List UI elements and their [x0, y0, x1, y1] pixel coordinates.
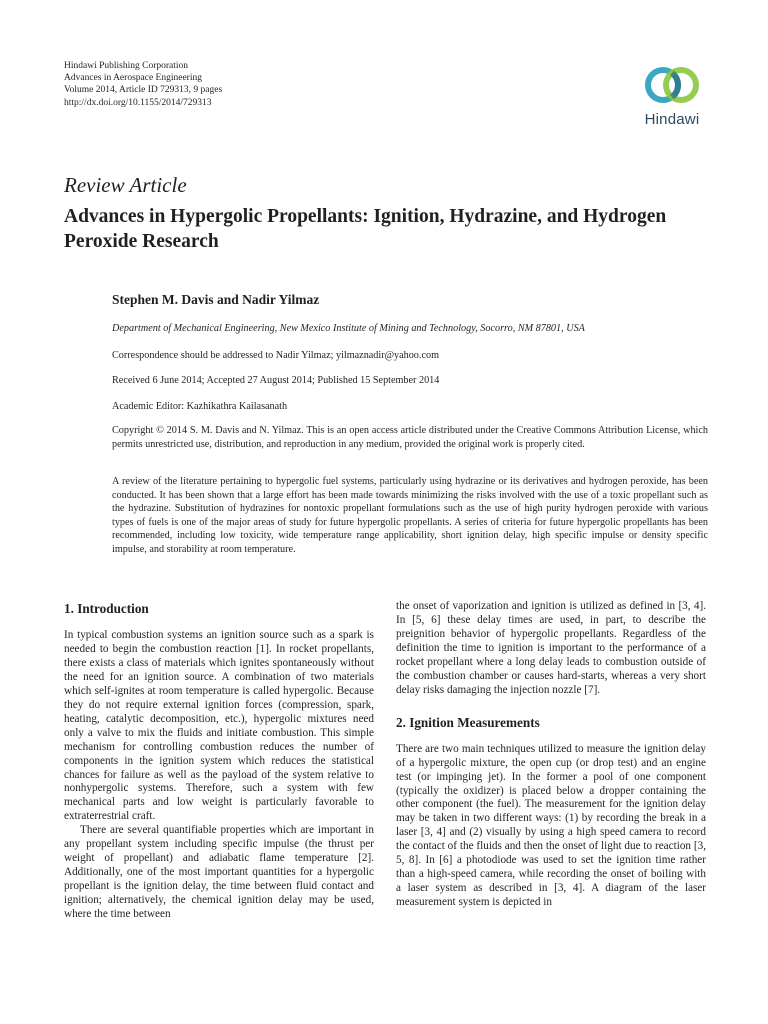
paragraph: In typical combustion systems an ignition source such as a spark is needed to begin the combustion reaction [1]. In rocket propellants, there exists a class of materials which ignites spontaneously without the need for an ignition source. A combination of two materials which self-ignites at room temperature is called hypergolic. Because they do not require external ignition forces (compression, spark, heating, catalytic decomposition, etc.), hypergolic mixtures need only a valve to mix the fluids and initiate combustion. This simple mechanism for controlling combustion reduces the number of components in the ignition system which reduces the statistical chances for failure as well as the payload of the system relative to nonhypergolic systems. Therefore, such a system with few mechanical parts and low weight is particularly favorable to extraterrestrial craft. — [64, 629, 374, 823]
article-dates: Received 6 June 2014; Accepted 27 August 2014; Published 15 September 2014 — [112, 375, 440, 386]
authors: Stephen M. Davis and Nadir Yilmaz — [112, 292, 320, 307]
copyright-notice: Copyright © 2014 S. M. Davis and N. Yilmaz. This is an open access article distributed under the Creative Commons Attribution License, which permits unrestricted use, distribution, and reproduction in any medium, provided the original work is properly cited. — [112, 425, 708, 450]
right-column — [396, 600, 706, 910]
affiliation: Department of Mechanical Engineering, New Mexico Institute of Mining and Technology, Socorro, NM 87801, USA — [112, 323, 585, 334]
paragraph: There are two main techniques utilized to measure the ignition delay of a hypergolic mixture, the open cup (or drop test) and an engine test (or impinging jet). In the former a pool of one component (typically the oxidizer) is placed below a dropper containing the other component (the fuel). The measurement for the ignition delay may be taken in two different ways: (1) by recording the break in a laser [3, 4] and (2) visually by using a high speed camera to record the contact of the fluids and then the onset of light due to reaction [3, 5, 8]. In [6] a photodiode was used to set the ignition time rather than a high-speed camera, while recording the onset of boiling with a laser system as described in [3, 4]. A diagram of the laser measurement system is depicted in — [396, 742, 706, 909]
paragraph: There are several quantifiable properties which are important in any propellant system including specific impulse (the thrust per weight of propellant) and adiabatic flame temperature [2]. Additionally, one of the most important quantities for a hypergolic propellant is the ignition delay, the time between fluid contact and ignition; alternatively, the chemical ignition delay may be used, where the time between — [64, 824, 374, 921]
abstract: A review of the literature pertaining to hypergolic fuel systems, particularly using hydrazine or its derivatives and hydrogen peroxide, has been conducted. It has been shown that a large effort has been made towards minimizing the risks involved with the use of a toxic propellant such as the hydrazine. Substitution of hydrazines for nontoxic propellant formulations such as the use of high purity hydrogen peroxide with various types of fuels is one of the major areas of study for future hypergolic propellants. A series of criteria for future hypergolic propellants has been recommended, including low toxicity, wide temperature range applicability, short ignition delay, high specific impulse or density specific impulse, and storability at room temperature. — [112, 476, 708, 555]
volume-info: Volume 2014, Article ID 729313, 9 pages — [64, 85, 223, 96]
journal-name: Advances in Aerospace Engineering — [64, 73, 202, 84]
correspondence: Correspondence should be addressed to Nadir Yilmaz; yilmaznadir@yahoo.com — [112, 350, 439, 361]
publisher-name: Hindawi Publishing Corporation — [64, 61, 189, 71]
paragraph: the onset of vaporization and ignition is utilized as defined in [3, 4]. In [5, 6] these delay times are used, in part, to describe the preignition behavior of hypergolic propellants. Regardless of the definition the time to ignition is important to the performance of a rocket propellant where a long delay leads to combustion outside of the combustion chamber or causes hard-starts, whereas a very short delay risks damaging the injection nozzle [7]. — [396, 600, 706, 696]
publication-info — [64, 60, 222, 109]
section-heading-ignition-measurements: 2. Ignition Measurements — [396, 714, 540, 730]
academic-editor: Academic Editor: Kazhikathra Kailasanath — [112, 401, 288, 412]
logo-text: Hindawi — [644, 111, 700, 128]
left-column — [64, 600, 374, 922]
section-heading-introduction: 1. Introduction — [64, 601, 149, 616]
article-title: Advances in Hypergolic Propellants: Ignition, Hydrazine, and Hydrogen Peroxide Research — [64, 206, 667, 252]
article-type: Review Article — [64, 173, 187, 197]
doi-link[interactable]: http://dx.doi.org/10.1155/2014/729313 — [64, 97, 212, 108]
